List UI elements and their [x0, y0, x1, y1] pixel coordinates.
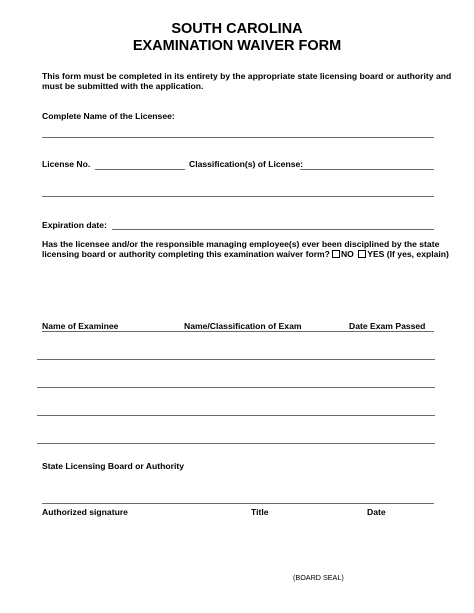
classification-extra-field[interactable] — [42, 196, 434, 197]
board-seal: (BOARD SEAL) — [293, 573, 344, 582]
form-title-state: SOUTH CAROLINA — [171, 21, 303, 37]
table-row[interactable] — [37, 443, 435, 444]
licensee-name-label: Complete Name of the Licensee: — [42, 111, 175, 121]
header-date-exam-passed: Date Exam Passed — [349, 321, 426, 331]
title-label: Title — [251, 507, 269, 517]
classification-label: Classification(s) of License: — [189, 159, 304, 169]
table-row[interactable] — [37, 415, 435, 416]
no-label: NO — [340, 249, 354, 259]
header-exam-classification: Name/Classification of Exam — [184, 321, 302, 331]
license-no-field[interactable] — [95, 169, 185, 170]
discipline-question-text: licensing board or authority completing this examination waiver form? — [42, 249, 330, 259]
table-header-rule — [42, 331, 434, 332]
intro-line-1: This form must be completed in its entirety by the appropriate state licensing board or authority and — [42, 71, 452, 81]
expiration-field[interactable] — [112, 229, 434, 230]
form-title: EXAMINATION WAIVER FORM — [132, 38, 342, 54]
header-name-of-examinee: Name of Examinee — [42, 321, 119, 331]
yes-checkbox[interactable] — [358, 250, 366, 258]
discipline-question-line-2 — [42, 249, 449, 259]
intro-line-2: must be submitted with the application. — [42, 81, 204, 91]
licensee-name-field[interactable] — [42, 137, 434, 138]
table-row[interactable] — [37, 359, 435, 360]
table-row[interactable] — [37, 387, 435, 388]
date-label: Date — [367, 507, 386, 517]
classification-field[interactable] — [300, 169, 434, 170]
expiration-label: Expiration date: — [42, 220, 107, 230]
signature-label: Authorized signature — [42, 507, 128, 517]
no-checkbox[interactable] — [332, 250, 340, 258]
discipline-question-line-1: Has the licensee and/or the responsible managing employee(s) ever been disciplined by the state — [42, 239, 440, 249]
state-board-label: State Licensing Board or Authority — [42, 461, 184, 471]
signature-line[interactable] — [42, 503, 434, 504]
yes-label: YES (If yes, explain) — [367, 249, 449, 259]
license-no-label: License No. — [42, 159, 91, 169]
